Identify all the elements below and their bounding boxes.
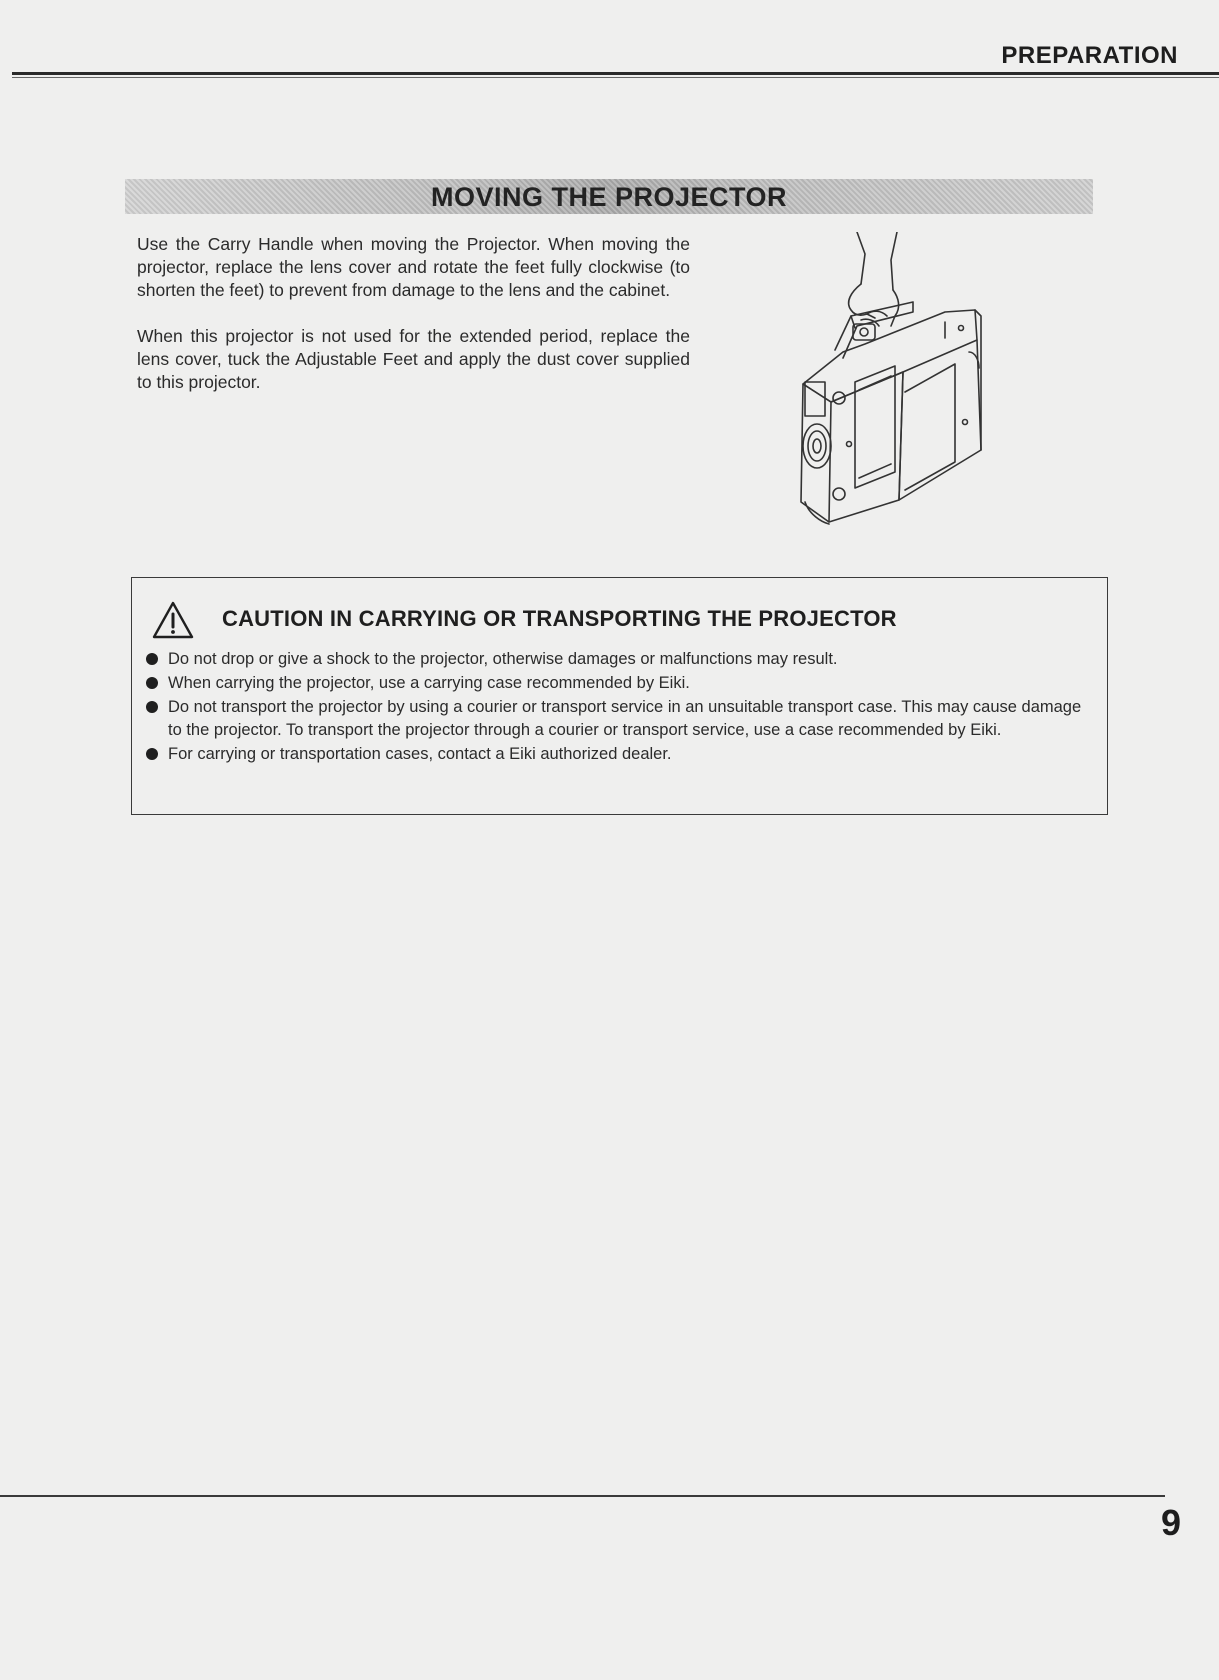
- caution-list: [144, 648, 1099, 767]
- caution-item: [144, 672, 1099, 695]
- caution-box: [131, 577, 1108, 815]
- caution-title: CAUTION IN CARRYING OR TRANSPORTING THE PROJECTOR: [222, 606, 897, 631]
- body-paragraph: When this projector is not used for the extended period, replace the lens cover, tuck the Adjustable Feet and apply the dust cover supplied to this projector.: [137, 326, 690, 392]
- bullet-icon: [146, 677, 158, 689]
- section-header: PREPARATION: [1001, 42, 1178, 69]
- caution-item-text: Do not drop or give a shock to the projector, otherwise damages or malfunctions may result.: [168, 650, 838, 668]
- caution-item-text: For carrying or transportation cases, contact a Eiki authorized dealer.: [168, 745, 672, 763]
- caution-item-text: When carrying the projector, use a carrying case recommended by Eiki.: [168, 674, 690, 692]
- caution-item: [144, 743, 1099, 766]
- bullet-icon: [146, 701, 158, 713]
- caution-item: [144, 696, 1099, 742]
- caution-item: [144, 648, 1099, 671]
- projector-carry-handle-illustration: [795, 232, 1025, 547]
- section-title: MOVING THE PROJECTOR: [430, 182, 788, 212]
- body-text: [137, 233, 690, 417]
- footer-rule: [0, 1495, 1165, 1497]
- page-number: 9: [1160, 1502, 1181, 1543]
- bullet-icon: [146, 653, 158, 665]
- section-title-banner: [125, 179, 1093, 214]
- caution-item-text: Do not transport the projector by using a courier or transport service in an unsuitable transport case. This may cause damage to the projector. To transport the projector through a courier or transport service, use a case recommended by Eiki.: [168, 698, 1082, 739]
- header-rule: [12, 72, 1219, 75]
- body-paragraph: Use the Carry Handle when moving the Projector. When moving the projector, replace the lens cover and rotate the feet fully clockwise (to shorten the feet) to prevent from damage to the lens and the cabinet.: [137, 234, 690, 300]
- bullet-icon: [146, 748, 158, 760]
- warning-triangle-icon: [152, 601, 194, 639]
